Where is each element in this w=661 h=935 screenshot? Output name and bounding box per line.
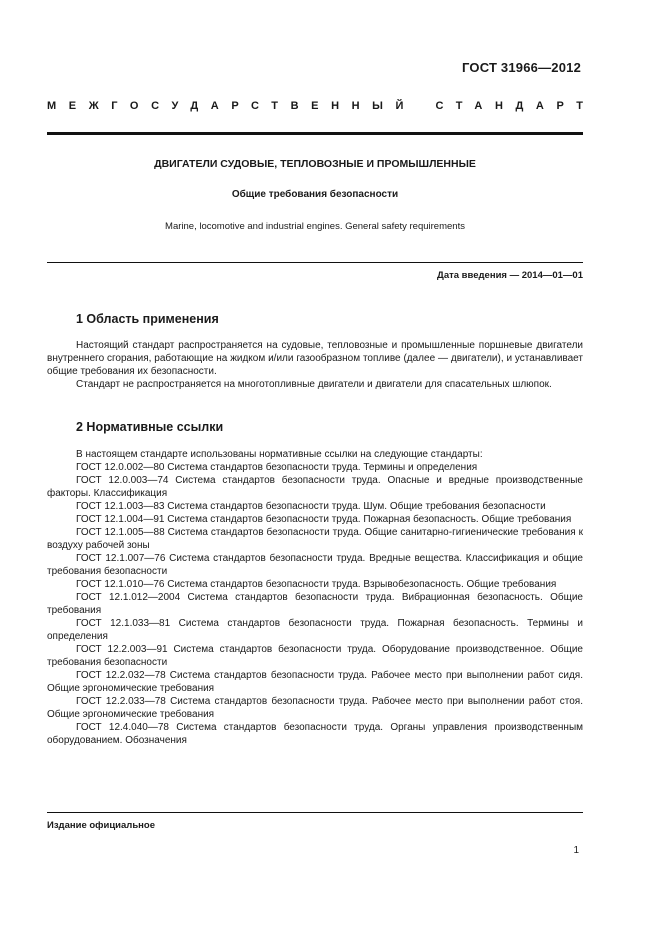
section-2-heading: 2 Нормативные ссылки (76, 420, 224, 434)
paragraph: Стандарт не распространяется на многотопливные двигатели и двигатели для спасательных шлюпок. (76, 379, 552, 390)
paragraph: Настоящий стандарт распространяется на судовые, тепловозные и промышленные поршневые двигатели внутреннего сгорания, работающие на жидком и/или газообразном топливе (далее — двигатели), и устанавливает общие требования их безопасности. (47, 340, 583, 377)
list-item: ГОСТ 12.1.010—76 Система стандартов безопасности труда. Взрывобезопасность. Общие требования (76, 579, 557, 590)
footer-divider (47, 812, 583, 813)
list-item: ГОСТ 12.1.012—2004 Система стандартов безопасности труда. Вибрационная безопасность. Общие требования (47, 592, 583, 616)
banner-word-standard: СТАНДАРТ (435, 100, 596, 112)
list-item: ГОСТ 12.1.033—81 Система стандартов безопасности труда. Пожарная безопасность. Термины и определения (47, 618, 583, 642)
title-divider (47, 262, 583, 263)
section-1-heading: 1 Область применения (76, 312, 219, 326)
list-item: ГОСТ 12.2.032—78 Система стандартов безопасности труда. Рабочее место при выполнении работ сидя. Общие эргономические требования (47, 670, 583, 694)
document-subtitle: Общие требования безопасности (231, 189, 399, 200)
list-item: ГОСТ 12.1.007—76 Система стандартов безопасности труда. Вредные вещества. Классификация и общие требования безопасности (47, 553, 583, 577)
official-edition-label: Издание официальное (47, 820, 155, 831)
list-item: ГОСТ 12.4.040—78 Система стандартов безопасности труда. Органы управления производственным оборудованием. Обозначения (47, 722, 583, 746)
page-number: 1 (573, 845, 579, 856)
standard-number: ГОСТ 31966—2012 (462, 60, 581, 75)
list-item: ГОСТ 12.0.002—80 Система стандартов безопасности труда. Термины и определения (76, 462, 478, 473)
banner-word-interstate: МЕЖГОСУДАРСТВЕННЫЙ (47, 100, 417, 112)
list-item: ГОСТ 12.1.005—88 Система стандартов безопасности труда. Общие санитарно-гигиенические требования к воздуху рабочей зоны (47, 527, 583, 551)
list-item: В настоящем стандарте использованы нормативные ссылки на следующие стандарты: (76, 449, 483, 460)
normative-references-list (47, 448, 583, 747)
interstate-standard-banner (47, 100, 596, 112)
document-title-english: Marine, locomotive and industrial engines. General safety requirements (165, 221, 465, 232)
intro-date: Дата введения — 2014—01—01 (437, 270, 583, 281)
list-item: ГОСТ 12.2.003—91 Система стандартов безопасности труда. Оборудование производственное. Общие требования безопасности (47, 644, 583, 668)
list-item: ГОСТ 12.2.033—78 Система стандартов безопасности труда. Рабочее место при выполнении работ стоя. Общие эргономические требования (47, 696, 583, 720)
document-title: ДВИГАТЕЛИ СУДОВЫЕ, ТЕПЛОВОЗНЫЕ И ПРОМЫШЛЕННЫЕ (154, 158, 476, 170)
section-1-body (47, 339, 583, 391)
header-divider (47, 132, 583, 135)
list-item: ГОСТ 12.0.003—74 Система стандартов безопасности труда. Опасные и вредные производственные факторы. Классификация (47, 475, 583, 499)
list-item: ГОСТ 12.1.003—83 Система стандартов безопасности труда. Шум. Общие требования безопасности (76, 501, 546, 512)
list-item: ГОСТ 12.1.004—91 Система стандартов безопасности труда. Пожарная безопасность. Общие требования (76, 514, 572, 525)
